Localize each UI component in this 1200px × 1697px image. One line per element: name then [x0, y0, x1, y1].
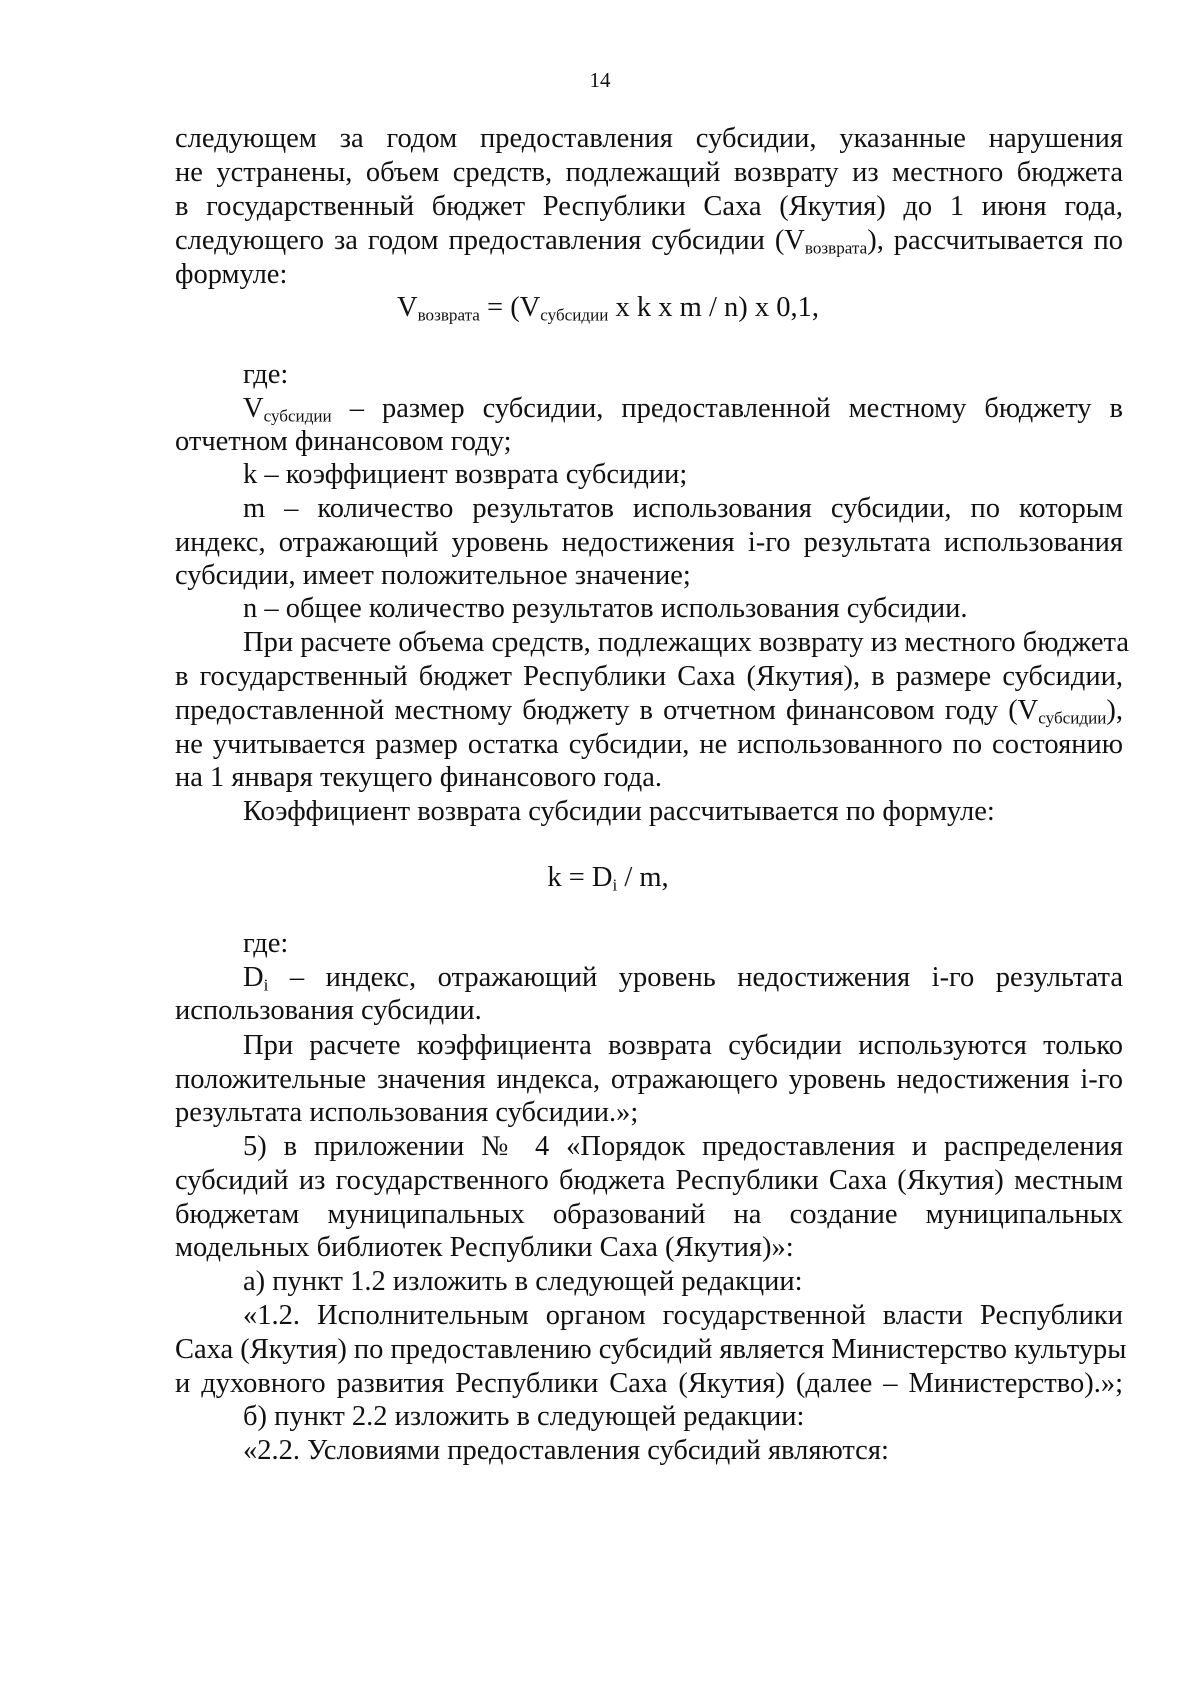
text-line: Саха (Якутия) по предоставлению субсидий является Министерство культуры: [175, 1334, 1127, 1365]
text-line: в государственный бюджет Республики Саха (Якутия), в размере субсидии,: [175, 661, 1123, 692]
formula-k: $k = D_i / m$,: [547, 862, 669, 895]
text-line: отчетном финансовом году;: [175, 426, 512, 457]
text-line: не устранены, объем средств, подлежащий возврату из местного бюджета: [175, 157, 1123, 188]
text-line: следующем за годом предоставления субсидии, указанные нарушения: [175, 123, 1123, 154]
text-line: модельных библиотек Республики Саха (Якутия)»:: [175, 1232, 794, 1263]
text-line: где:: [243, 359, 289, 390]
text-line: субсидии, имеет положительное значение;: [175, 560, 691, 591]
text-line: положительные значения индекса, отражающего уровень недостижения i-го: [175, 1064, 1123, 1095]
page-number: 14: [589, 68, 611, 92]
text-line: в государственный бюджет Республики Саха (Якутия) до 1 июня года,: [175, 191, 1123, 222]
text-line: результата использования субсидии.»;: [175, 1097, 639, 1128]
text-line: и духовного развития Республики Саха (Якутия) (далее – Министерство).»;: [175, 1368, 1123, 1399]
text-line: При расчете коэффициента возврата субсидии используются только: [243, 1030, 1123, 1061]
definition-m: m – количество результатов использования субсидии, по которым: [243, 493, 1123, 524]
definition-k: k – коэффициент возврата субсидии;: [243, 459, 688, 490]
text-line-with-subscript: следующего за годом предоставления субсидии $(V_{возврата})$, рассчитывается по: [175, 225, 1123, 258]
definition-d: $D_i$ – индекс, отражающий уровень недостижения i-го результата: [243, 962, 1123, 995]
formula-v-return: $V_{возврата} = (V_{субсидии}$ x k x m / n) x 0,1,: [397, 292, 819, 325]
text-line: «1.2. Исполнительным органом государственной власти Республики: [243, 1300, 1123, 1331]
text-line: формуле:: [175, 259, 288, 290]
text-line: не учитывается размер остатка субсидии, не использованного по состоянию: [175, 729, 1123, 760]
text-line: Коэффициент возврата субсидии рассчитывается по формуле:: [243, 796, 995, 827]
text-line: а) пункт 1.2 изложить в следующей редакции:: [243, 1266, 803, 1297]
definition-n: n – общее количество результатов использования субсидии.: [243, 593, 968, 624]
text-line: б) пункт 2.2 изложить в следующей редакции:: [243, 1401, 805, 1432]
text-line: «2.2. Условиями предоставления субсидий являются:: [243, 1435, 889, 1466]
text-line: субсидий из государственного бюджета Республики Саха (Якутия) местным: [175, 1165, 1123, 1196]
text-line: индекс, отражающий уровень недостижения i-го результата использования: [175, 527, 1123, 558]
text-line: где:: [243, 928, 289, 959]
text-line: При расчете объема средств, подлежащих возврату из местного бюджета: [243, 627, 1129, 658]
text-line: использования субсидии.: [175, 995, 482, 1026]
text-line: бюджетам муниципальных образований на создание муниципальных: [175, 1199, 1123, 1230]
text-line: на 1 января текущего финансового года.: [175, 762, 663, 793]
text-line-with-subscript: предоставленной местному бюджету в отчетном финансовом году $(V_{субсидии})$,: [175, 695, 1123, 728]
definition-v-subsidy: $V_{субсидии}$ – размер субсидии, предоставленной местному бюджету в: [243, 393, 1123, 426]
text-line: 5) в приложении № 4 «Порядок предоставления и распределения: [243, 1131, 1123, 1162]
